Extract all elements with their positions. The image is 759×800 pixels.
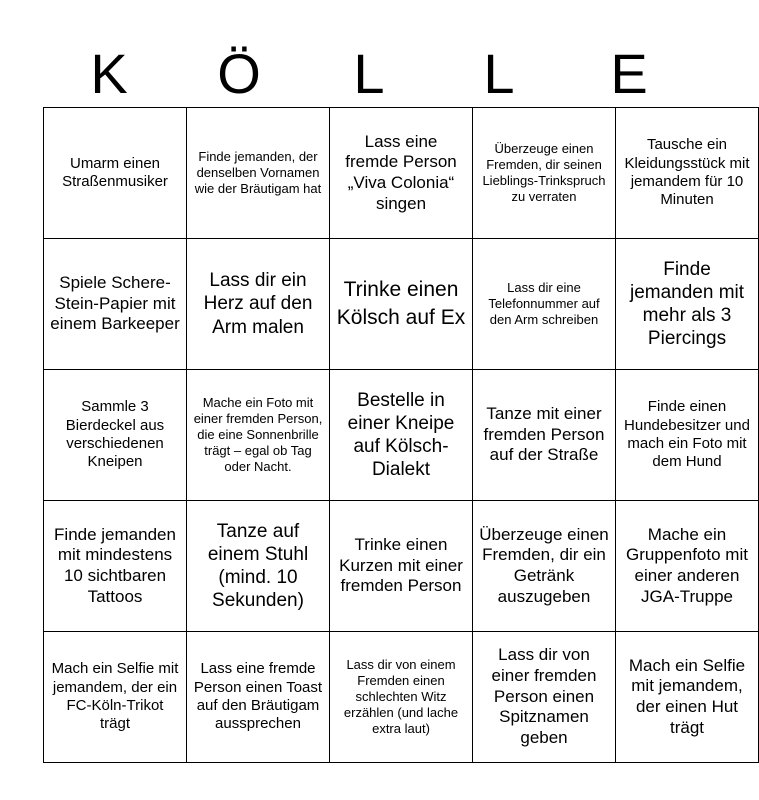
board-row xyxy=(44,632,759,763)
bingo-cell[interactable]: Lass dir von einer fremden Person einen Spitznamen geben xyxy=(473,632,616,763)
bingo-cell[interactable]: Trinke einen Kurzen mit einer fremden Person xyxy=(330,501,473,632)
bingo-cell[interactable]: Tanze auf einem Stuhl (mind. 10 Sekunden) xyxy=(187,501,330,632)
bingo-cell[interactable]: Mach ein Selfie mit jemandem, der einen Hut trägt xyxy=(616,632,759,763)
bingo-cell[interactable]: Lass eine fremde Person „Viva Colonia“ singen xyxy=(330,108,473,239)
board-row xyxy=(44,108,759,239)
title-letter-oe: Ö xyxy=(217,42,261,105)
bingo-cell[interactable]: Umarm einen Straßenmusiker xyxy=(44,108,187,239)
bingo-cell[interactable]: Finde jemanden mit mehr als 3 Piercings xyxy=(616,239,759,370)
board-row xyxy=(44,370,759,501)
bingo-cell[interactable]: Trinke einen Kölsch auf Ex xyxy=(330,239,473,370)
bingo-cell[interactable]: Finde jemanden, der denselben Vornamen wie der Bräutigam hat xyxy=(187,108,330,239)
bingo-cell[interactable]: Tausche ein Kleidungsstück mit jemandem für 10 Minuten xyxy=(616,108,759,239)
title-letter-l1: L xyxy=(353,42,385,105)
bingo-board xyxy=(43,107,759,763)
title-letter-k: K xyxy=(90,42,128,105)
bingo-cell[interactable]: Sammle 3 Bierdeckel aus verschiedenen Kneipen xyxy=(44,370,187,501)
bingo-cell[interactable]: Bestelle in einer Kneipe auf Kölsch-Dialekt xyxy=(330,370,473,501)
bingo-cell[interactable]: Finde jemanden mit mindestens 10 sichtbaren Tattoos xyxy=(44,501,187,632)
bingo-cell[interactable]: Überzeuge einen Fremden, dir ein Getränk auszugeben xyxy=(473,501,616,632)
bingo-cell[interactable]: Tanze mit einer fremden Person auf der Straße xyxy=(473,370,616,501)
bingo-cell[interactable]: Finde einen Hundebesitzer und mach ein Foto mit dem Hund xyxy=(616,370,759,501)
bingo-cell[interactable]: Lass eine fremde Person einen Toast auf den Bräutigam aussprechen xyxy=(187,632,330,763)
bingo-cell[interactable]: Mach ein Selfie mit jemandem, der ein FC-Köln-Trikot trägt xyxy=(44,632,187,763)
title-letter-e: E xyxy=(610,42,648,105)
bingo-cell[interactable]: Lass dir von einem Fremden einen schlechten Witz erzählen (und lache extra laut) xyxy=(330,632,473,763)
board-row xyxy=(44,239,759,370)
bingo-cell[interactable]: Mache ein Gruppenfoto mit einer anderen JGA-Truppe xyxy=(616,501,759,632)
board-row xyxy=(44,501,759,632)
bingo-cell[interactable]: Lass dir ein Herz auf den Arm malen xyxy=(187,239,330,370)
bingo-title xyxy=(44,40,694,108)
title-letter-l2: L xyxy=(483,42,515,105)
bingo-cell[interactable]: Spiele Schere-Stein-Papier mit einem Barkeeper xyxy=(44,239,187,370)
bingo-cell[interactable]: Lass dir eine Telefonnummer auf den Arm schreiben xyxy=(473,239,616,370)
bingo-cell[interactable]: Mache ein Foto mit einer fremden Person, die eine Sonnenbrille trägt – egal ob Tag oder Nacht. xyxy=(187,370,330,501)
bingo-cell[interactable]: Überzeuge einen Fremden, dir seinen Lieblings-Trinkspruch zu verraten xyxy=(473,108,616,239)
